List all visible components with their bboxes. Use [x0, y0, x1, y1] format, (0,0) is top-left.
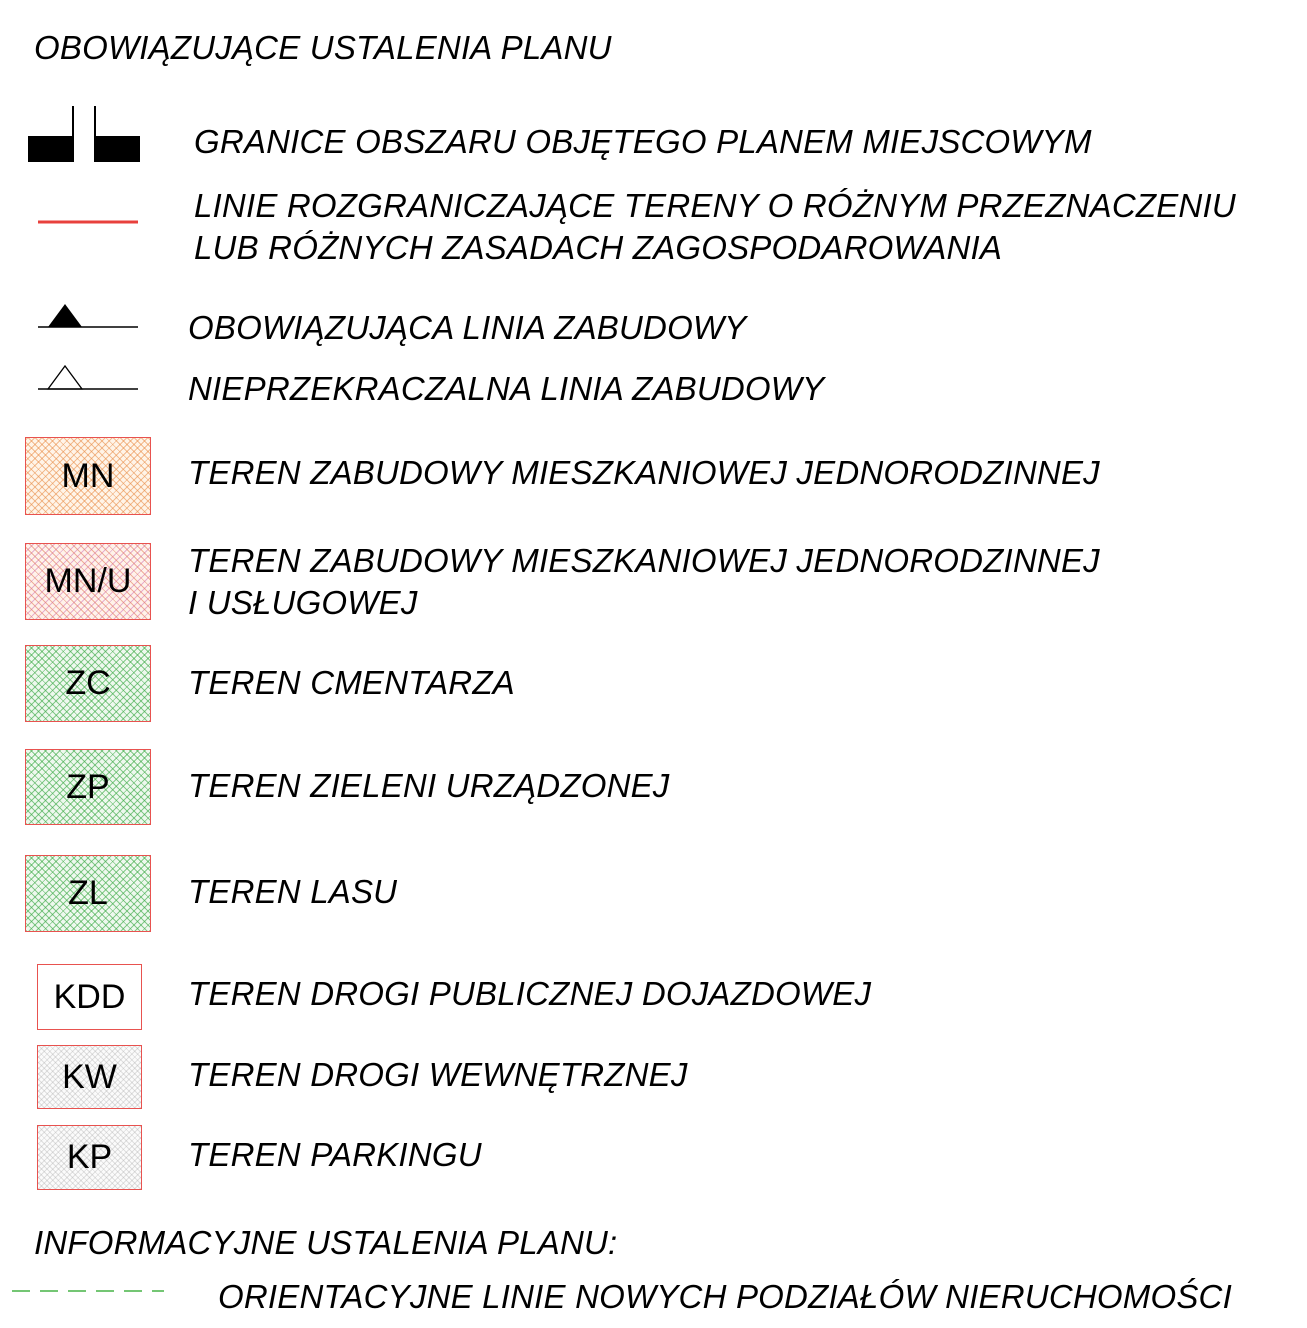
- mnu-code: MN/U: [44, 562, 132, 600]
- kdd-label: TEREN DROGI PUBLICZNEJ DOJAZDOWEJ: [188, 975, 872, 1012]
- kdd-code-box: [37, 964, 142, 1030]
- max-building-line-symbol: [36, 362, 140, 392]
- mandatory-building-line-symbol: [36, 300, 140, 330]
- zp-label: TEREN ZIELENI URZĄDZONEJ: [188, 767, 670, 804]
- kw-code: KW: [62, 1057, 117, 1096]
- binding-section-heading: OBOWIĄZUJĄCE USTALENIA PLANU: [34, 29, 612, 66]
- subdivision-line-symbol: [10, 1287, 166, 1295]
- zl-code: ZL: [68, 874, 108, 912]
- zc-code-box: [25, 645, 151, 722]
- kp-label: TEREN PARKINGU: [188, 1136, 482, 1173]
- mnu-code-box: [25, 543, 151, 620]
- kdd-code: KDD: [53, 977, 126, 1016]
- mn-code: MN: [61, 456, 115, 495]
- plan-boundary-label: GRANICE OBSZARU OBJĘTEGO PLANEM MIEJSCOWYM: [194, 123, 1092, 160]
- dividing-lines-label-line1: LINIE ROZGRANICZAJĄCE TERENY O RÓŻNYM PRZEZNACZENIU: [194, 187, 1236, 224]
- kw-label: TEREN DROGI WEWNĘTRZNEJ: [188, 1056, 688, 1093]
- zc-label: TEREN CMENTARZA: [188, 664, 515, 701]
- dividing-lines-label-line2: LUB RÓŻNYCH ZASADACH ZAGOSPODAROWANIA: [194, 229, 1003, 266]
- info-section-heading: INFORMACYJNE USTALENIA PLANU:: [34, 1224, 618, 1261]
- kp-code-box: [37, 1125, 142, 1190]
- zl-code-box: [25, 855, 151, 932]
- max-building-line-label: NIEPRZEKRACZALNA LINIA ZABUDOWY: [188, 370, 825, 407]
- dividing-line-symbol: [36, 218, 140, 226]
- mnu-label-line2: I USŁUGOWEJ: [188, 584, 418, 621]
- zp-code: ZP: [66, 767, 110, 806]
- zl-label: TEREN LASU: [188, 873, 398, 910]
- kp-code: KP: [66, 1138, 113, 1176]
- mnu-label-line1: TEREN ZABUDOWY MIESZKANIOWEJ JEDNORODZINNEJ: [188, 542, 1100, 579]
- zc-code: ZC: [65, 664, 111, 702]
- kw-code-box: [37, 1045, 142, 1109]
- zp-code-box: [25, 749, 151, 825]
- mn-label: TEREN ZABUDOWY MIESZKANIOWEJ JEDNORODZINNEJ: [188, 454, 1100, 491]
- subdivision-lines-label: ORIENTACYJNE LINIE NOWYCH PODZIAŁÓW NIERUCHOMOŚCI: [218, 1278, 1232, 1315]
- mandatory-building-line-label: OBOWIĄZUJĄCA LINIA ZABUDOWY: [188, 309, 747, 346]
- plan-boundary-symbol: [26, 102, 146, 166]
- mn-code-box: [25, 437, 151, 515]
